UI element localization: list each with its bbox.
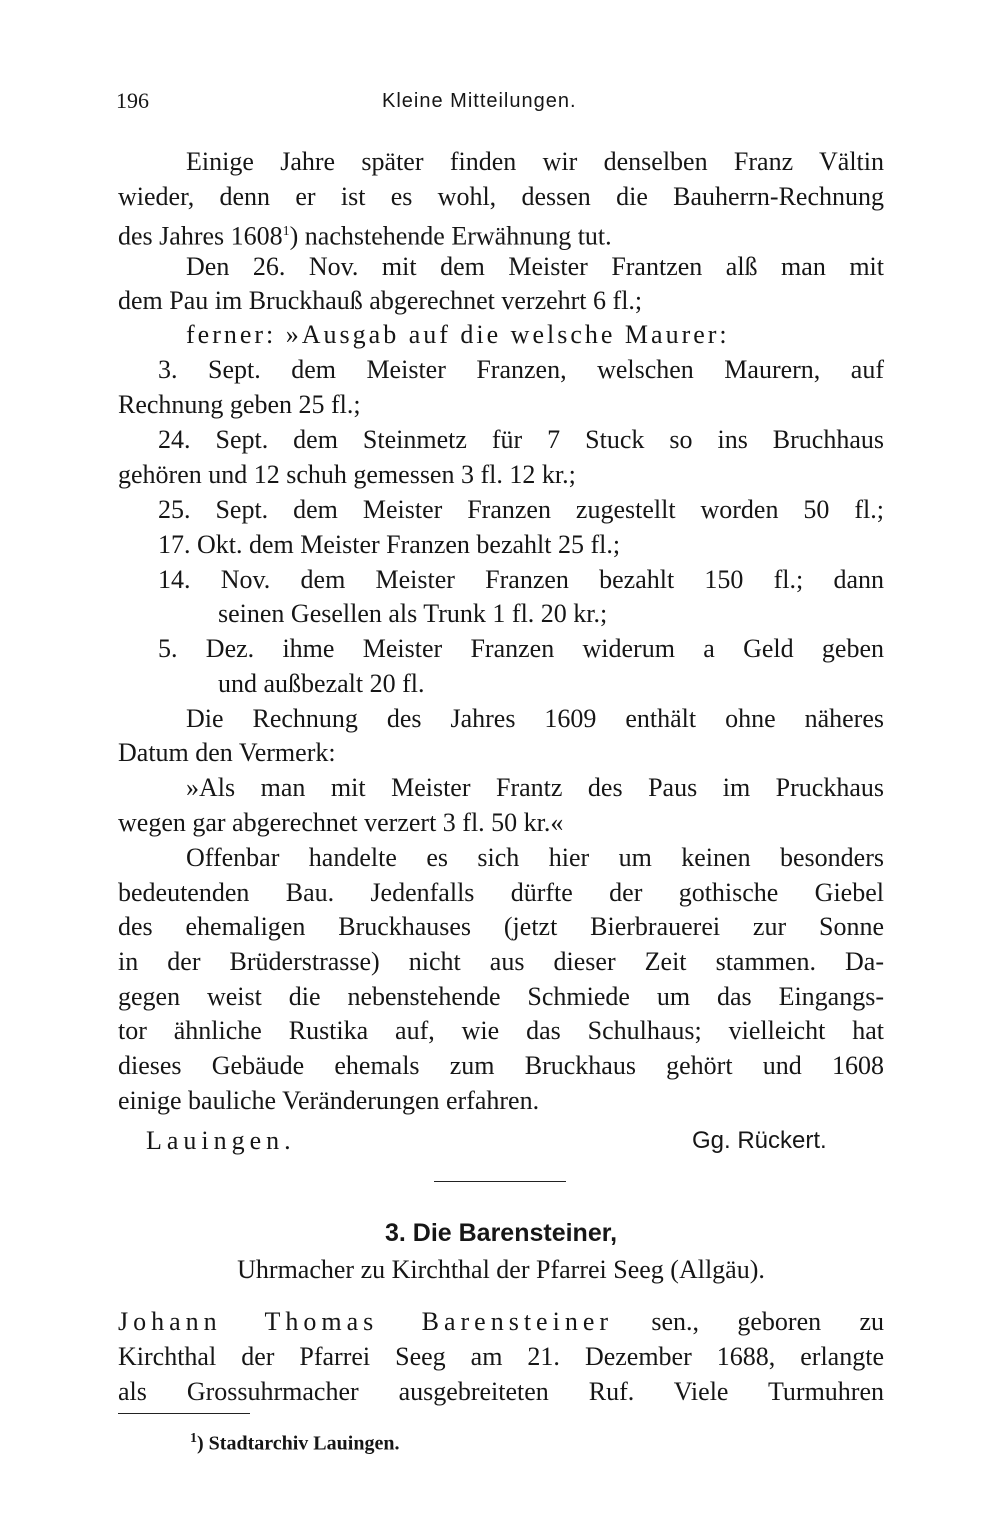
para2-line3: ferner: »Ausgab auf die welsche Maurer: [186, 320, 730, 349]
para3-line2: Datum den Vermerk: [118, 738, 336, 767]
entry1-line1: 3. Sept. dem Meister Franzen, welschen Maurern, auf [158, 355, 884, 384]
entry2-line1: 24. Sept. dem Steinmetz für 7 Stuck so ins Bruchhaus [158, 425, 884, 454]
para3-line4: wegen gar abgerechnet verzert 3 fl. 50 kr.« [118, 808, 564, 837]
entry4: 17. Okt. dem Meister Franzen bezahlt 25 fl.; [158, 530, 621, 559]
section-line1 [118, 1305, 884, 1339]
para3-line3: »Als man mit Meister Frantz des Paus im Pruckhaus [186, 773, 884, 802]
running-title: Kleine Mitteilungen. [382, 90, 577, 112]
para4-line5: gegen weist die nebenstehende Schmiede um das Eingangs- [118, 982, 884, 1011]
para4-line7: dieses Gebäude ehemals zum Bruckhaus gehört und 1608 [118, 1051, 884, 1080]
entry5-line1: 14. Nov. dem Meister Franzen bezahlt 150 fl.; dann [158, 565, 884, 594]
section-heading: 3. Die Barensteiner, [384, 1219, 618, 1247]
para2-line1: Den 26. Nov. mit dem Meister Frantzen alß man mit [186, 252, 884, 281]
section-line1-rest: sen., geboren zu [613, 1307, 884, 1336]
page-number: 196 [116, 88, 149, 113]
para1-line3 [118, 215, 884, 254]
section-subheading: Uhrmacher zu Kirchthal der Pfarrei Seeg (Allgäu). [237, 1255, 765, 1284]
para4-line2: bedeutenden Bau. Jedenfalls dürfte der gothische Giebel [118, 878, 884, 907]
para2-line2: dem Pau im Bruckhauß abgerechnet verzehrt 6 fl.; [118, 286, 643, 315]
para4-line6: tor ähnliche Rustika auf, wie das Schulhaus; vielleicht hat [118, 1016, 884, 1045]
entry6-line2: und außbezalt 20 fl. [218, 669, 425, 698]
section-line3: als Grossuhrmacher ausgebreiteten Ruf. Viele Turmuhren [118, 1377, 884, 1406]
para1-line2: wieder, denn er ist es wohl, dessen die Bauherrn-Rechnung [118, 182, 884, 211]
footnote-rule [118, 1413, 250, 1414]
para3-line1: Die Rechnung des Jahres 1609 enthält ohne näheres [186, 704, 884, 733]
para4-line8: einige bauliche Veränderungen erfahren. [118, 1086, 540, 1115]
person-name: Johann Thomas Barensteiner [118, 1307, 614, 1336]
signature-author: Gg. Rückert. [692, 1127, 827, 1154]
entry1-line2: Rechnung geben 25 fl.; [118, 390, 361, 419]
entry5-line2: seinen Gesellen als Trunk 1 fl. 20 kr.; [218, 599, 608, 628]
signature-place: Lauingen. [146, 1126, 296, 1155]
para1-line3-text-b: ) nachstehende Erwähnung tut. [289, 221, 612, 251]
footnote [190, 1426, 399, 1457]
footnote-ref: 1 [282, 224, 290, 239]
para1-line1: Einige Jahre später finden wir denselben Franz Vältin [186, 147, 884, 176]
para4-line4: in der Brüderstrasse) nicht aus dieser Zeit stammen. Da- [118, 947, 884, 976]
section-line2: Kirchthal der Pfarrei Seeg am 21. Dezember 1688, erlangte [118, 1342, 884, 1371]
entry2-line2: gehören und 12 schuh gemessen 3 fl. 12 kr.; [118, 460, 576, 489]
section-divider [434, 1181, 566, 1182]
footnote-marker: 1 [190, 1431, 197, 1446]
para1-line3-text-a: des Jahres 1608 [118, 221, 283, 251]
entry3: 25. Sept. dem Meister Franzen zugestellt worden 50 fl.; [158, 495, 884, 524]
entry6-line1: 5. Dez. ihme Meister Franzen widerum a Geld geben [158, 634, 884, 663]
para4-line1: Offenbar handelte es sich hier um keinen besonders [186, 843, 884, 872]
footnote-text: ) Stadtarchiv Lauingen. [197, 1432, 400, 1455]
para4-line3: des ehemaligen Bruckhauses (jetzt Bierbrauerei zur Sonne [118, 912, 884, 941]
